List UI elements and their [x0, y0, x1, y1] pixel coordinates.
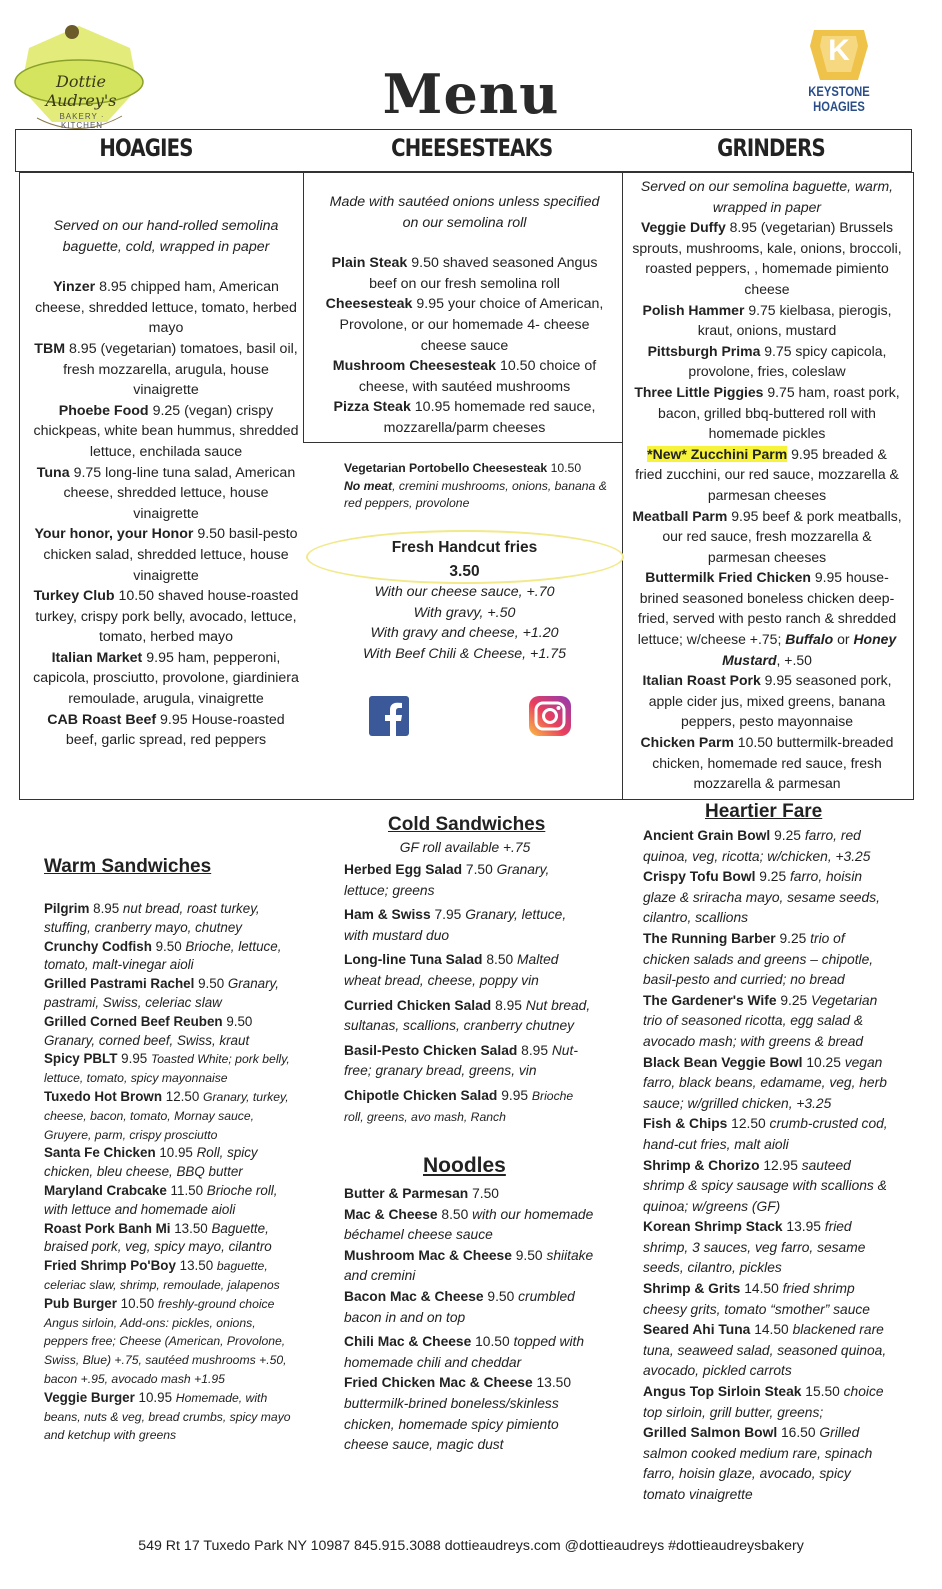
noodles-list: [344, 1184, 599, 1456]
fries-price: 3.50: [449, 562, 480, 580]
menu-item: Polish Hammer 9.75 kielbasa, pierogis, kraut, onions, mustard: [642, 301, 892, 339]
grinders-header: GRINDERS: [717, 134, 825, 162]
hoagies-header: HOAGIES: [99, 134, 193, 162]
menu-item: Angus Top Sirloin Steak 15.50 choice top sirloin, grill butter, greens;: [643, 1384, 884, 1420]
menu-item: Shrimp & Grits 14.50 fried shrimp cheesy grits, tomato “smother” sauce: [643, 1281, 870, 1317]
heartier-fare-list: [643, 826, 893, 1506]
logo-left-text: Dottie Audrey's: [45, 72, 117, 110]
heartier-fare-title: Heartier Fare: [705, 801, 823, 822]
menu-item: The Running Barber 9.25 trio of chicken salads and greens – chipotle, basil-pesto and curried; no bread: [643, 930, 874, 988]
menu-item: Roast Pork Banh Mi 13.50 Baguette, braised pork, veg, spicy mayo, cilantro: [44, 1220, 272, 1255]
menu-item: Veggie Duffy 8.95 (vegetarian) Brussels sprouts, mushrooms, kale, onions, broccoli, roasted peppers, , homemade pimiento cheese: [632, 219, 902, 297]
menu-item: Fried Chicken Mac & Cheese 13.50 buttermilk-brined boneless/skinless chicken, homemade spicy pimiento cheese sauce, magic dust: [344, 1375, 571, 1453]
warm-sandwiches-title: Warm Sandwiches: [44, 856, 212, 877]
menu-item: Grilled Salmon Bowl 16.50 Grilled salmon cooked medium rare, spinach farro, hoisin glaze, avocado, spicy tomato vinaigrette: [643, 1425, 873, 1502]
fries-section: [322, 538, 607, 665]
menu-item: Black Bean Veggie Bowl 10.25 vegan farro, black beans, edamame, veg, herb sauce; w/grilled chicken, +3.25: [643, 1054, 887, 1111]
menu-item: Plain Steak 9.50 shaved seasoned Angus beef on our fresh semolina roll: [331, 255, 598, 292]
menu-item: Mac & Cheese 8.50 with our homemade béchamel cheese sauce: [344, 1206, 594, 1243]
menu-item: Grilled Pastrami Rachel 9.50 Granary, pastrami, Swiss, celeriac slaw: [44, 976, 279, 1010]
menu-item: The Gardener's Wife 9.25 Vegetarian trio of seasoned ricotta, egg salad & avocado mash; with greens & bread: [643, 992, 878, 1049]
menu-item: Turkey Club 10.50 shaved house-roasted turkey, crispy pork belly, avocado, lettuce, tomato, herbed mayo: [33, 588, 299, 646]
menu-item: Phoebe Food 9.25 (vegan) crispy chickpeas, white bean hummus, shredded lettuce, enchilada sauce: [33, 402, 299, 460]
menu-item: Spicy PBLT 9.95 Toasted White; pork belly, lettuce, tomato, spicy mayonnaise: [44, 1051, 290, 1086]
menu-item: Three Little Piggies 9.75 ham, roast pork, bacon, grilled bbq-buttered roll with homemade pickles: [634, 383, 900, 442]
menu-item: Buttermilk Fried Chicken 9.95 house-brined seasoned boneless chicken deep-fried, served with pesto ranch & shredded lettuce; w/cheese +.75; Buffalo or Honey Mustard, +.50: [637, 569, 897, 668]
fries-title: Fresh Handcut fries: [391, 539, 538, 556]
fries-option: With gravy, +.50: [413, 604, 516, 621]
cheesesteaks-header: CHEESESTEAKS: [391, 134, 553, 162]
fries-option: With our cheese sauce, +.70: [374, 584, 555, 601]
menu-item: Basil-Pesto Chicken Salad 8.95 Nut-free; granary bread, greens, vin: [344, 1042, 578, 1079]
menu-item: Italian Market 9.95 ham, pepperoni, capicola, prosciutto, provolone, giardiniera remoulade, arugula, vinaigrette: [33, 649, 299, 708]
menu-item: Ham & Swiss 7.95 Granary, lettuce, with mustard duo: [344, 907, 567, 943]
fries-option: With Beef Chili & Cheese, +1.75: [363, 645, 566, 662]
cold-sandwiches-title: Cold Sandwiches: [388, 814, 546, 835]
menu-item: Ancient Grain Bowl 9.25 farro, red quinoa, veg, ricotta; w/chicken, +3.25: [643, 828, 871, 864]
menu-item: Your honor, your Honor 9.50 basil-pesto chicken salad, shredded lettuce, house vinaigrette: [34, 526, 298, 584]
menu-item: Italian Roast Pork 9.95 seasoned pork, apple cider jus, mixed greens, banana peppers, pesto mayonnaise: [642, 672, 892, 730]
keystone-hoagies-logo: [800, 26, 878, 118]
instagram-icon[interactable]: [528, 696, 572, 736]
menu-item: Chili Mac & Cheese 10.50 topped with homemade chili and cheddar: [344, 1334, 585, 1370]
menu-item: Butter & Parmesan 7.50: [344, 1186, 499, 1201]
logo-right-line1: KEYSTONE: [808, 83, 870, 99]
new-item-highlight: *New* Zucchini Parm: [647, 445, 788, 462]
menu-item: Shrimp & Chorizo 12.95 sauteed shrimp & spicy sausage with scallions & quinoa; w/greens (GF): [643, 1157, 887, 1214]
menu-item: Seared Ahi Tuna 14.50 blackened rare tuna, seaweed salad, seasoned quinoa, avocado, pickled carrots: [643, 1322, 887, 1379]
cheesesteaks-intro: Made with sautéed onions unless specified on our semolina roll: [329, 194, 600, 231]
vegetarian-cheesesteak: Vegetarian Portobello Cheesesteak 10.50 No meat, cremini mushrooms, onions, banana & red peppers, provolone: [344, 461, 607, 510]
menu-item: Tuxedo Hot Brown 12.50 Granary, turkey, cheese, bacon, tomato, Mornay sauce, Gruyere, parm, crispy prosciutto: [44, 1088, 289, 1142]
menu-item: Chipotle Chicken Salad 9.95 Brioche roll, greens, avo mash, Ranch: [344, 1087, 574, 1124]
menu-item: Grilled Corned Beef Reuben 9.50 Granary, corned beef, Swiss, kraut: [44, 1013, 253, 1048]
cheesesteaks-column: [322, 192, 607, 439]
menu-item: TBM 8.95 (vegetarian) tomatoes, basil oil, fresh mozzarella, arugula, house vinaigrette: [34, 340, 298, 399]
fries-option: With gravy and cheese, +1.20: [370, 625, 559, 642]
menu-item: Pub Burger 10.50 freshly-ground choice Angus sirloin, Add-ons: pickles, onions, peppers free; Cheese (American, Provolone, Swiss, Blue) +.75, sautéed mushrooms +.50, bacon +.95, avocado mash +1.95: [44, 1295, 287, 1386]
footer-contact: 549 Rt 17 Tuxedo Park NY 10987 845.915.3088 dottieaudreys.com @dottieaudreys #dottieaudreysbakery: [138, 1538, 804, 1554]
warm-sandwiches-list: [44, 900, 292, 1445]
menu-item: Yinzer 8.95 chipped ham, American cheese, shredded lettuce, tomato, herbed mayo: [35, 279, 297, 337]
menu-item: Long-line Tuna Salad 8.50 Malted wheat bread, cheese, poppy vin: [344, 952, 559, 988]
menu-item: Crunchy Codfish 9.50 Brioche, lettuce, tomato, malt-vinegar aioli: [44, 938, 282, 973]
menu-item: Crispy Tofu Bowl 9.25 farro, hoisin glaze & sriracha mayo, sesame seeds, cilantro, scallions: [643, 869, 880, 926]
menu-item: Korean Shrimp Stack 13.95 fried shrimp, 3 sauces, veg farro, sesame seeds, cilantro, pickles: [643, 1219, 866, 1276]
menu-item: Fried Shrimp Po'Boy 13.50 baguette, celeriac slaw, shrimp, remoulade, jalapenos: [44, 1258, 280, 1292]
section-header-bar: [15, 129, 912, 172]
logo-left-subtext: BAKERY · KITCHEN: [59, 112, 105, 130]
menu-item: Fish & Chips 12.50 crumb-crusted cod, hand-cut fries, malt aioli: [643, 1116, 888, 1152]
hoagies-column: [30, 216, 302, 751]
menu-item: Pilgrim 8.95 nut bread, roast turkey, stuffing, cranberry mayo, chutney: [44, 901, 260, 935]
menu-item: Meatball Parm 9.95 beef & pork meatballs, our red sauce, fresh mozzarella & parmesan cheeses: [632, 507, 902, 565]
menu-item: Chicken Parm 10.50 buttermilk-breaded chicken, homemade red sauce, fresh mozzarella & parmesan: [640, 734, 894, 792]
grinders-intro: Served on our semolina baguette, warm, wrapped in paper: [640, 178, 894, 215]
menu-item: Mushroom Mac & Cheese 9.50 shiitake and cremini: [344, 1247, 594, 1284]
menu-item: Curried Chicken Salad 8.95 Nut bread, sultanas, scallions, cranberry chutney: [344, 997, 591, 1034]
menu-item: Tuna 9.75 long-line tuna salad, American cheese, shredded lettuce, house vinaigrette: [36, 464, 296, 522]
menu-item: Santa Fe Chicken 10.95 Roll, spicy chicken, bleu cheese, BBQ butter: [44, 1145, 258, 1180]
hoagies-intro: Served on our hand-rolled semolina baguette, cold, wrapped in paper: [53, 218, 279, 255]
page-title: Menu: [382, 62, 560, 126]
grinders-column: [632, 176, 902, 794]
menu-item: Pittsburgh Prima 9.75 spicy capicola, provolone, fries, coleslaw: [647, 342, 887, 380]
menu-item-new: *New* Zucchini Parm 9.95 breaded & fried zucchini, our red sauce, mozzarella & parmesan cheeses: [635, 445, 899, 503]
logo-right-line2: HOAGIES: [813, 98, 865, 114]
cold-sandwiches-list: [344, 860, 594, 1127]
column-divider: [622, 172, 623, 800]
noodles-title: Noodles: [423, 1154, 506, 1177]
gf-roll-note: GF roll available +.75: [399, 840, 531, 855]
menu-item: Pizza Steak 10.95 homemade red sauce, mozzarella/parm cheeses: [333, 399, 596, 436]
menu-item: Veggie Burger 10.95 Homemade, with beans, nuts & veg, bread crumbs, spicy mayo and ketchup with greens: [44, 1389, 291, 1443]
menu-item: Mushroom Cheesesteak 10.50 choice of cheese, with sautéed mushrooms: [332, 358, 597, 395]
menu-item: Herbed Egg Salad 7.50 Granary, lettuce; greens: [344, 862, 550, 898]
menu-item: Maryland Crabcake 11.50 Brioche roll, with lettuce and homemade aioli: [44, 1182, 278, 1217]
menu-item: CAB Roast Beef 9.95 House-roasted beef, garlic spread, red peppers: [47, 711, 285, 749]
logo-right-letter: K: [828, 34, 850, 67]
menu-item: Bacon Mac & Cheese 9.50 crumbled bacon in and on top: [344, 1288, 575, 1325]
menu-item: Cheesesteak 9.95 your choice of American, Provolone, or our homemade 4- cheese cheese sauce: [325, 296, 604, 354]
dottie-audreys-logo: [12, 18, 147, 133]
facebook-icon[interactable]: [369, 696, 409, 736]
